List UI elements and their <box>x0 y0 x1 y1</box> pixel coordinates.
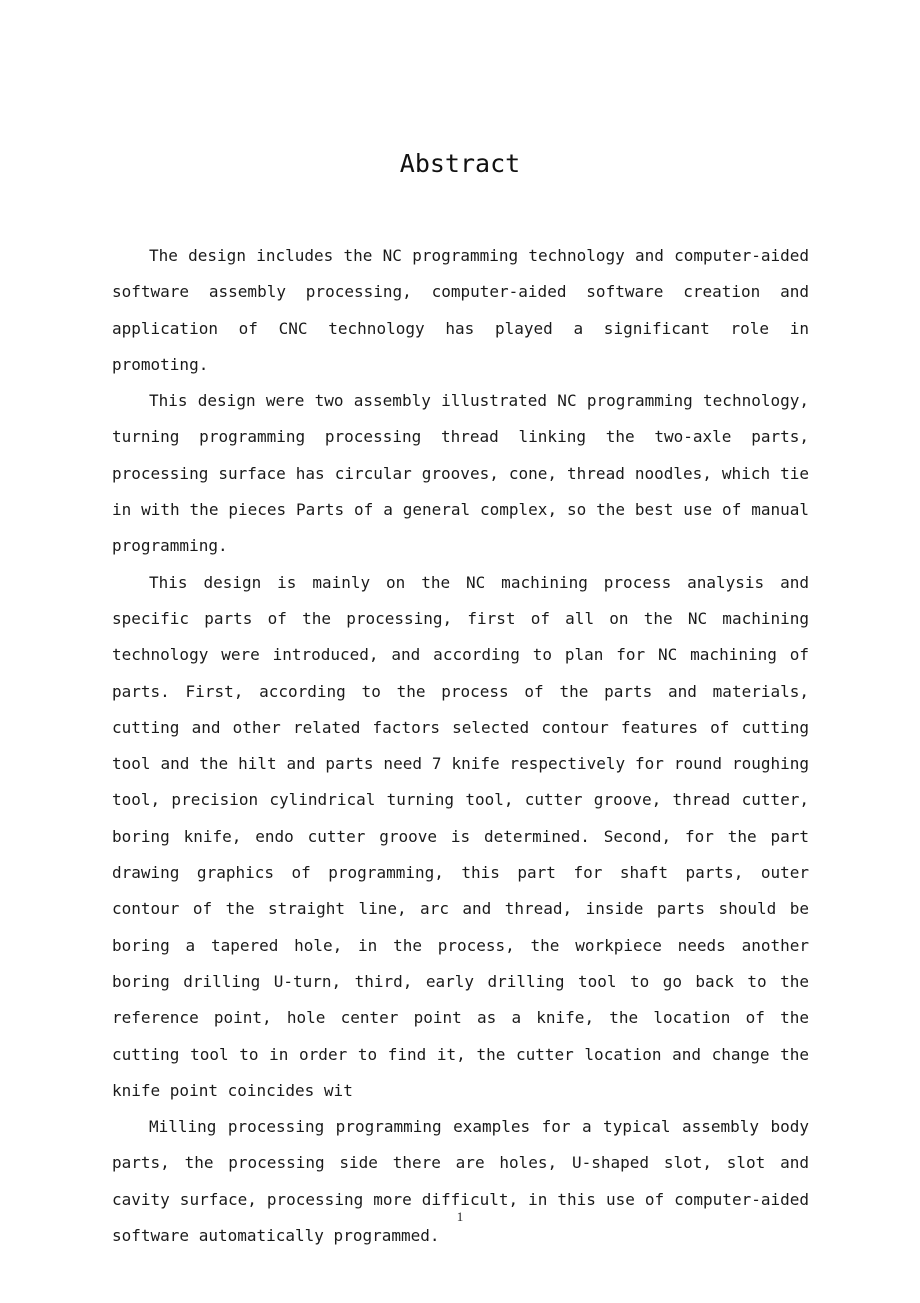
paragraph-4: Milling processing programming examples for a typical assembly body parts, the processing side there are holes, U-shaped slot, slot and cavity surface, processing more difficult, in this use of computer-aided software automatically programmed. <box>112 1117 809 1246</box>
paragraph-2: This design were two assembly illustrated NC programming technology, turning programming processing thread linking the two-axle parts, processing surface has circular grooves, cone, thread noodles, which tie in with the pieces Parts of a general complex, so the best use of manual programming. <box>112 391 809 556</box>
paragraph-3: This design is mainly on the NC machining process analysis and specific parts of the processing, first of all on the NC machining technology were introduced, and according to plan for NC machining of parts. First, according to the process of the parts and materials, cutting and other related factors selected contour features of cutting tool and the hilt and parts need 7 knife respectively for round roughing tool, precision cylindrical turning tool, cutter groove, thread cutter, boring knife, endo cutter groove is determined. Second, for the part drawing graphics of programming, this part for shaft parts, outer contour of the straight line, arc and thread, inside parts should be boring a tapered hole, in the process, the workpiece needs another boring drilling U-turn, third, early drilling tool to go back to the reference point, hole center point as a knife, the location of the cutting tool to in order to find it, the cutter location and change the knife point coincides wit <box>112 572 809 1100</box>
page-title: Abstract <box>399 149 521 178</box>
page-number: 1 <box>456 1209 464 1224</box>
paragraph-1: The design includes the NC programming technology and computer-aided software assembly processing, computer-aided software creation and application of CNC technology has played a significant role in promoting. <box>112 246 809 374</box>
abstract-body <box>112 238 809 1254</box>
